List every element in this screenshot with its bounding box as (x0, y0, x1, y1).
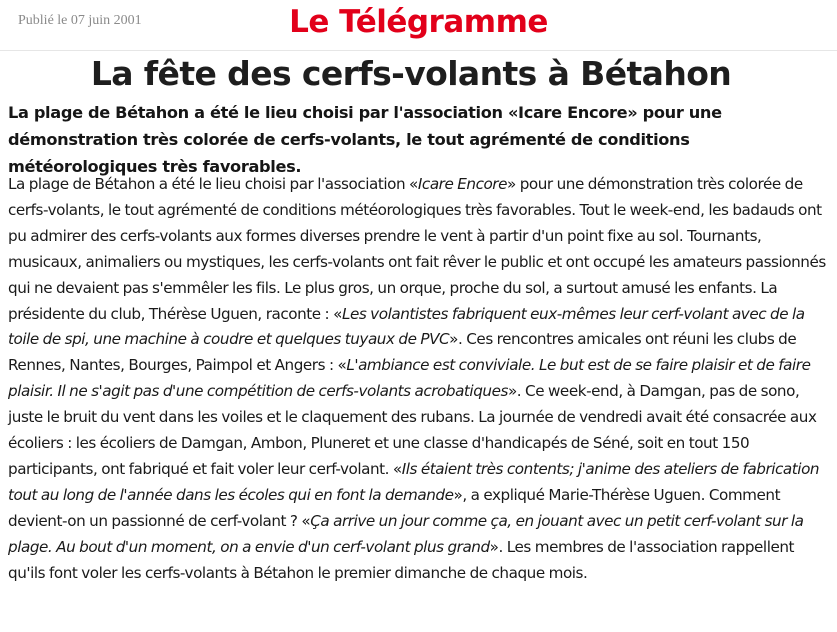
site-logo[interactable]: Le Télégramme (289, 4, 548, 40)
body-text: ». Ce week-end, à Damgan, pas de sono, juste le bruit du vent dans les voiles et le claquement des rubans. La journée de vendredi avait été consacrée aux écoliers : les écoliers de Damgan, Ambon, Pluneret et une classe d'handicapés de Séné, soit en tout 150 participants, ont fabriqué et fait voler leur cerf-volant. « (8, 382, 817, 478)
quote-text: L'ambiance est conviviale. Le but est de se faire plaisir et de faire plaisir. Il ne s'agit pas d'une compétition de cerfs-volants acrobatiques (8, 356, 811, 401)
publication-date: Publié le 07 juin 2001 (18, 13, 142, 28)
article-title: La fête des cerfs-volants à Bétahon (90, 54, 732, 93)
quote-text: Ils étaient très contents; j'anime des ateliers de fabrication tout au long de l'année dans les écoles qui en font la demande (8, 459, 820, 504)
article-body (8, 172, 831, 587)
quote-text: Les volantistes fabriquent eux-mêmes leur cerf-volant avec de la toile de spi, une machine à coudre et quelques tuyaux de PVC (8, 304, 805, 349)
quote-text: Ça arrive un jour comme ça, en jouant avec un petit cerf-volant sur la plage. Au bout d'un moment, on a envie d'un cerf-volant plus grand (8, 511, 804, 556)
quote-text: Icare Encore (417, 175, 507, 193)
body-text: La plage de Bétahon a été le lieu choisi par l'association « (8, 175, 418, 193)
body-text: », a expliqué Marie-Thérèse Uguen. Comment devient-on un passionné de cerf-volant ? « (8, 485, 781, 530)
body-text: » pour une démonstration très colorée de cerfs-volants, le tout agrémenté de conditions météorologiques très favorables. Tout le week-end, les badauds ont pu admirer des cerfs-volants aux formes diverses prendre le vent à partir d'un point fixe au sol. Tournants, musicaux, animaliers ou mystiques, les cerfs-volants ont fait rêver le public et ont occupé les amateurs passionnés qui ne devaient pas s'emmêler les fils. Le plus gros, un orque, proche du sol, a surtout amusé les enfants. La présidente du club, Thérèse Uguen, raconte : « (8, 175, 826, 323)
body-text: ». Les membres de l'association rappellent qu'ils font voler les cerfs-volants à Bétahon le premier dimanche de chaque mois. (8, 537, 795, 582)
article-lead: La plage de Bétahon a été le lieu choisi par l'association «Icare Encore» pour une démonstration très colorée de cerfs-volants, le tout agrémenté de conditions météorologiques très favorables. (8, 103, 722, 176)
body-text: ». Ces rencontres amicales ont réuni les clubs de Rennes, Nantes, Bourges, Paimpol et Angers : « (8, 330, 797, 375)
site-header (0, 0, 837, 51)
